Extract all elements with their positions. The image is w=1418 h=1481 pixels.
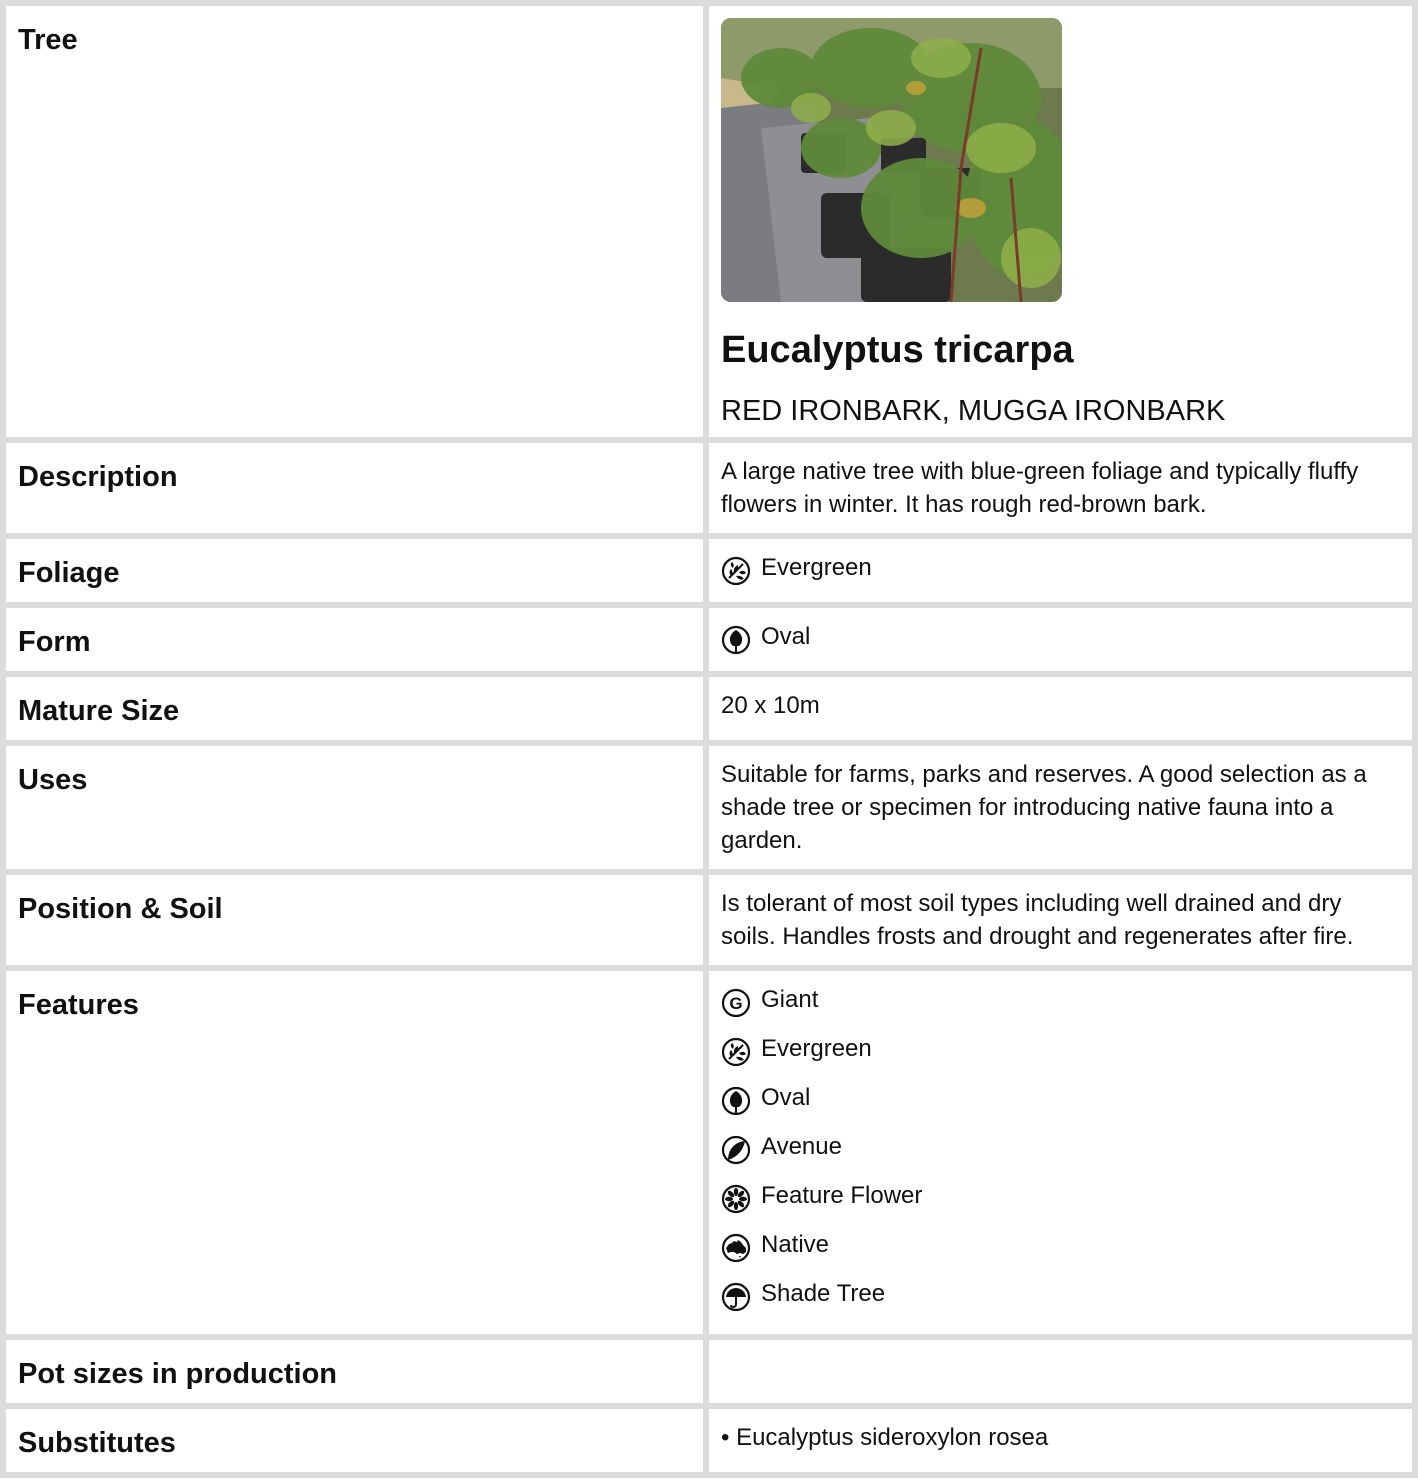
feature-label: Avenue [761, 1133, 842, 1160]
row-label: Form [18, 626, 91, 658]
features-list [709, 971, 1412, 1334]
position-soil-value: Is tolerant of most soil types including well drained and dry soils. Handles frosts and drought and regenerates after fire. [721, 890, 1354, 950]
feature-item [721, 1228, 1400, 1261]
form-item [721, 620, 1400, 653]
feature-item [721, 1032, 1400, 1065]
feature-label: Giant [761, 986, 819, 1013]
shade-tree-icon [721, 1282, 751, 1312]
scientific-name: Eucalyptus tricarpa [721, 329, 1074, 371]
uses-row [3, 743, 1415, 872]
row-label: Tree [18, 24, 78, 56]
uses-value: Suitable for farms, parks and reserves. A good selection as a shade tree or specimen for introducing native fauna into a garden. [721, 761, 1367, 854]
evergreen-icon [721, 1037, 751, 1067]
features-row [3, 968, 1415, 1337]
mature-size-value: 20 x 10m [721, 692, 820, 719]
feature-label: Oval [761, 1084, 811, 1111]
description-value: A large native tree with blue-green foliage and typically fluffy flowers in winter. It has rough red-brown bark. [721, 458, 1359, 518]
feature-flower-icon [721, 1184, 751, 1214]
mature-size-row [3, 674, 1415, 743]
feature-label: Shade Tree [761, 1280, 886, 1307]
row-label: Mature Size [18, 695, 180, 727]
foliage-value: Evergreen [761, 554, 872, 581]
feature-item [721, 1130, 1400, 1163]
form-row [3, 605, 1415, 674]
foliage-item [721, 551, 1400, 584]
oval-icon [721, 625, 751, 655]
evergreen-icon [721, 556, 751, 586]
row-label: Uses [18, 764, 88, 796]
feature-item [721, 1081, 1400, 1114]
hero-content-cell [706, 3, 1415, 440]
avenue-icon [721, 1135, 751, 1165]
description-row [3, 440, 1415, 536]
giant-icon [721, 988, 751, 1018]
native-icon [721, 1233, 751, 1263]
feature-item [721, 1179, 1400, 1212]
feature-label: Feature Flower [761, 1182, 923, 1209]
position-soil-row [3, 872, 1415, 968]
form-value: Oval [761, 623, 811, 650]
common-name: RED IRONBARK, MUGGA IRONBARK [721, 395, 1226, 427]
feature-label: Native [761, 1231, 830, 1258]
foliage-row [3, 536, 1415, 605]
row-label: Foliage [18, 557, 120, 589]
pot-sizes-value [709, 1340, 1412, 1397]
row-label: Substitutes [18, 1427, 176, 1459]
row-label: Pot sizes in production [18, 1358, 338, 1390]
row-label: Features [18, 989, 139, 1021]
hero-row [3, 3, 1415, 440]
tree-photo [721, 18, 1062, 302]
substitutes-list [721, 1421, 1400, 1454]
row-label: Description [18, 461, 178, 493]
oval-icon [721, 1086, 751, 1116]
row-label: Position & Soil [18, 893, 223, 925]
feature-label: Evergreen [761, 1035, 872, 1062]
feature-item [721, 983, 1400, 1016]
hero-label-cell [3, 3, 706, 440]
substitute-item: • Eucalyptus sideroxylon rosea [721, 1424, 1049, 1451]
substitutes-row [3, 1406, 1415, 1475]
feature-item [721, 1277, 1400, 1310]
pot-sizes-row [3, 1337, 1415, 1406]
